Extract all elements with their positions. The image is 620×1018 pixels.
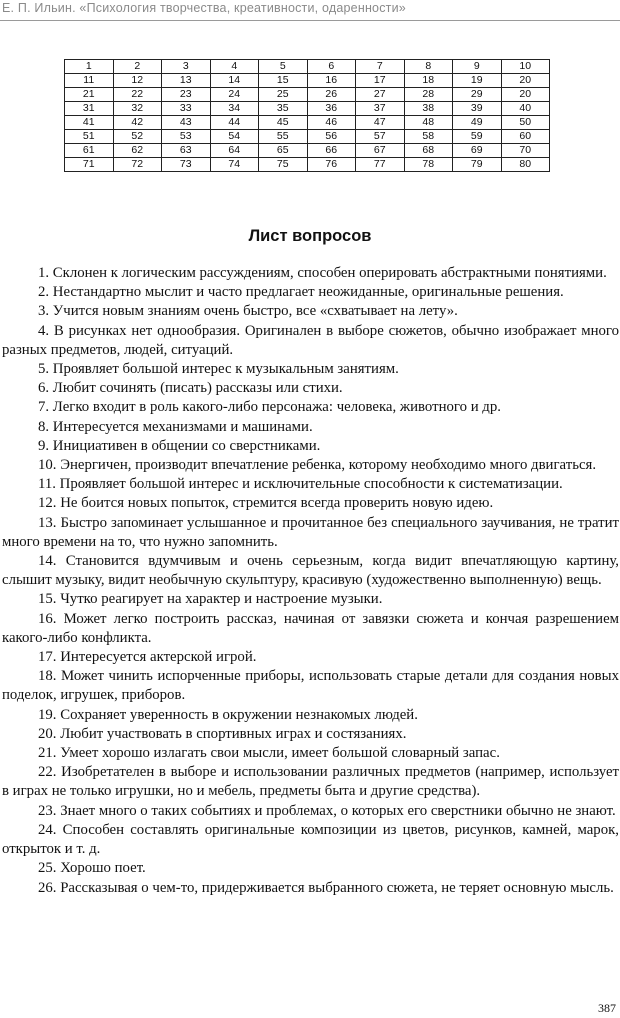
- grid-cell: 75: [259, 158, 308, 172]
- grid-cell: 25: [259, 88, 308, 102]
- grid-cell: 51: [65, 130, 114, 144]
- grid-cell: 73: [162, 158, 211, 172]
- grid-row: [65, 144, 550, 158]
- question-item: 11. Проявляет большой интерес и исключительные способности к систематизации.: [38, 476, 563, 493]
- question-item: 6. Любит сочинять (писать) рассказы или стихи.: [38, 380, 343, 397]
- grid-cell: 61: [65, 144, 114, 158]
- grid-cell: 20: [501, 74, 550, 88]
- grid-cell: 40: [501, 102, 550, 116]
- question-item: 26. Рассказывая о чем-то, придерживается выбранного сюжета, не теряет основную мысль.: [38, 879, 614, 896]
- grid-cell: 42: [113, 116, 162, 130]
- grid-cell: 62: [113, 144, 162, 158]
- question-item: 10. Энергичен, производит впечатление ребенка, которому необходимо много двигаться.: [38, 457, 597, 474]
- question-item: 23. Знает много о таких событиях и проблемах, о которых его сверстники обычно не знают.: [38, 802, 616, 819]
- question-item: 5. Проявляет большой интерес к музыкальным занятиям.: [38, 361, 399, 378]
- question-item: 21. Умеет хорошо излагать свои мысли, имеет большой словарный запас.: [38, 745, 500, 762]
- question-item: 8. Интересуется механизмами и машинами.: [38, 418, 313, 435]
- grid-cell: 57: [356, 130, 405, 144]
- question-item: 3. Учится новым знаниям очень быстро, все «схватывает на лету».: [38, 303, 458, 320]
- grid-cell: 53: [162, 130, 211, 144]
- grid-cell: 80: [501, 158, 550, 172]
- grid-row: [65, 74, 550, 88]
- grid-cell: 64: [210, 144, 259, 158]
- grid-cell: 36: [307, 102, 356, 116]
- grid-cell: 44: [210, 116, 259, 130]
- grid-cell: 58: [404, 130, 453, 144]
- grid-cell: 8: [404, 60, 453, 74]
- question-item: 1. Склонен к логическим рассуждениям, способен оперировать абстрактными понятиями.: [38, 265, 607, 281]
- grid-cell: 3: [162, 60, 211, 74]
- question-item: 2. Нестандартно мыслит и часто предлагает неожиданные, оригинальные решения.: [38, 284, 564, 301]
- grid-row: [65, 102, 550, 116]
- grid-cell: 49: [453, 116, 502, 130]
- grid-cell: 35: [259, 102, 308, 116]
- grid-cell: 22: [113, 88, 162, 102]
- grid-cell: 41: [65, 116, 114, 130]
- question-item: 4. В рисунках нет однообразия. Оригинален в выборе сюжетов, обычно изображает много разных предметов, людей, ситуаций.: [2, 322, 619, 358]
- grid-cell: 39: [453, 102, 502, 116]
- grid-cell: 72: [113, 158, 162, 172]
- grid-cell: 43: [162, 116, 211, 130]
- grid-row: [65, 130, 550, 144]
- question-item: 18. Может чинить испорченные приборы, использовать старые детали для создания новых поделок, игрушек, приборов.: [2, 668, 619, 704]
- grid-cell: 23: [162, 88, 211, 102]
- section-title: Лист вопросов: [248, 227, 372, 245]
- grid-cell: 21: [65, 88, 114, 102]
- grid-cell: 14: [210, 74, 259, 88]
- grid-cell: 46: [307, 116, 356, 130]
- grid-cell: 70: [501, 144, 550, 158]
- grid-cell: 74: [210, 158, 259, 172]
- grid-cell: 11: [65, 74, 114, 88]
- grid-cell: 12: [113, 74, 162, 88]
- question-list: [2, 264, 619, 898]
- grid-cell: 52: [113, 130, 162, 144]
- grid-cell: 31: [65, 102, 114, 116]
- page-number: 387: [598, 1001, 616, 1015]
- grid-cell: 66: [307, 144, 356, 158]
- grid-cell: 38: [404, 102, 453, 116]
- grid-cell: 65: [259, 144, 308, 158]
- question-item: 22. Изобретателен в выборе и использовании различных предметов (например, использует в играх не только игрушки, но и мебель, предметы быта и другие средства).: [2, 764, 619, 800]
- grid-cell: 45: [259, 116, 308, 130]
- question-item: 12. Не боится новых попыток, стремится всегда проверить новую идею.: [38, 495, 494, 512]
- grid-cell: 79: [453, 158, 502, 172]
- grid-cell: 47: [356, 116, 405, 130]
- grid-cell: 34: [210, 102, 259, 116]
- grid-cell: 27: [356, 88, 405, 102]
- grid-cell: 15: [259, 74, 308, 88]
- grid-cell: 18: [404, 74, 453, 88]
- grid-cell: 24: [210, 88, 259, 102]
- header-rule: [0, 20, 620, 21]
- question-item: 15. Чутко реагирует на характер и настроение музыки.: [38, 591, 383, 608]
- grid-row: [65, 116, 550, 130]
- grid-cell: 28: [404, 88, 453, 102]
- grid-cell: 55: [259, 130, 308, 144]
- grid-cell: 59: [453, 130, 502, 144]
- question-item: 13. Быстро запоминает услышанное и прочитанное без специального заучивания, не тратит много времени на то, что нужно запомнить.: [2, 514, 619, 550]
- question-item: 24. Способен составлять оригинальные композиции из цветов, рисунков, камней, марок, открыток и т. д.: [2, 821, 619, 858]
- grid-cell: 68: [404, 144, 453, 158]
- grid-cell: 4: [210, 60, 259, 74]
- grid-cell: 1: [65, 60, 114, 74]
- question-item: 7. Легко входит в роль какого-либо персонажа: человека, животного и др.: [38, 399, 501, 416]
- grid-cell: 6: [307, 60, 356, 74]
- grid-cell: 32: [113, 102, 162, 116]
- grid-row: [65, 158, 550, 172]
- grid-cell: 5: [259, 60, 308, 74]
- grid-cell: 33: [162, 102, 211, 116]
- grid-cell: 10: [501, 60, 550, 74]
- grid-cell: 48: [404, 116, 453, 130]
- grid-cell: 37: [356, 102, 405, 116]
- running-header: [0, 0, 620, 20]
- grid-cell: 77: [356, 158, 405, 172]
- grid-cell: 29: [453, 88, 502, 102]
- grid-row: [65, 60, 550, 74]
- grid-cell: 78: [404, 158, 453, 172]
- grid-cell: 7: [356, 60, 405, 74]
- question-item: 9. Инициативен в общении со сверстниками.: [38, 437, 321, 454]
- grid-cell: 13: [162, 74, 211, 88]
- grid-row: [65, 88, 550, 102]
- grid-cell: 56: [307, 130, 356, 144]
- grid-cell: 9: [453, 60, 502, 74]
- grid-cell: 19: [453, 74, 502, 88]
- grid-cell: 50: [501, 116, 550, 130]
- question-item: 19. Сохраняет уверенность в окружении незнакомых людей.: [38, 706, 418, 723]
- grid-cell: 20: [501, 88, 550, 102]
- grid-cell: 54: [210, 130, 259, 144]
- question-item: 25. Хорошо поет.: [38, 860, 146, 877]
- running-title: Е. П. Ильин. «Психология творчества, креативности, одаренности»: [2, 1, 406, 15]
- grid-cell: 67: [356, 144, 405, 158]
- grid-cell: 63: [162, 144, 211, 158]
- grid-cell: 17: [356, 74, 405, 88]
- question-item: 20. Любит участвовать в спортивных играх и состязаниях.: [38, 725, 407, 742]
- question-item: 17. Интересуется актерской игрой.: [38, 649, 257, 666]
- grid-cell: 69: [453, 144, 502, 158]
- grid-cell: 2: [113, 60, 162, 74]
- grid-cell: 16: [307, 74, 356, 88]
- grid-cell: 26: [307, 88, 356, 102]
- question-item: 16. Может легко построить рассказ, начиная от завязки сюжета и кончая разрешением какого-либо конфликта.: [2, 610, 619, 646]
- answer-grid: [64, 59, 550, 172]
- grid-cell: 76: [307, 158, 356, 172]
- grid-cell: 71: [65, 158, 114, 172]
- grid-cell: 60: [501, 130, 550, 144]
- question-item: 14. Становится вдумчивым и очень серьезным, когда видит впечатляющую картину, слышит музыку, видит необычную скульптуру, красивую (художественно выполненную) вещь.: [2, 553, 619, 589]
